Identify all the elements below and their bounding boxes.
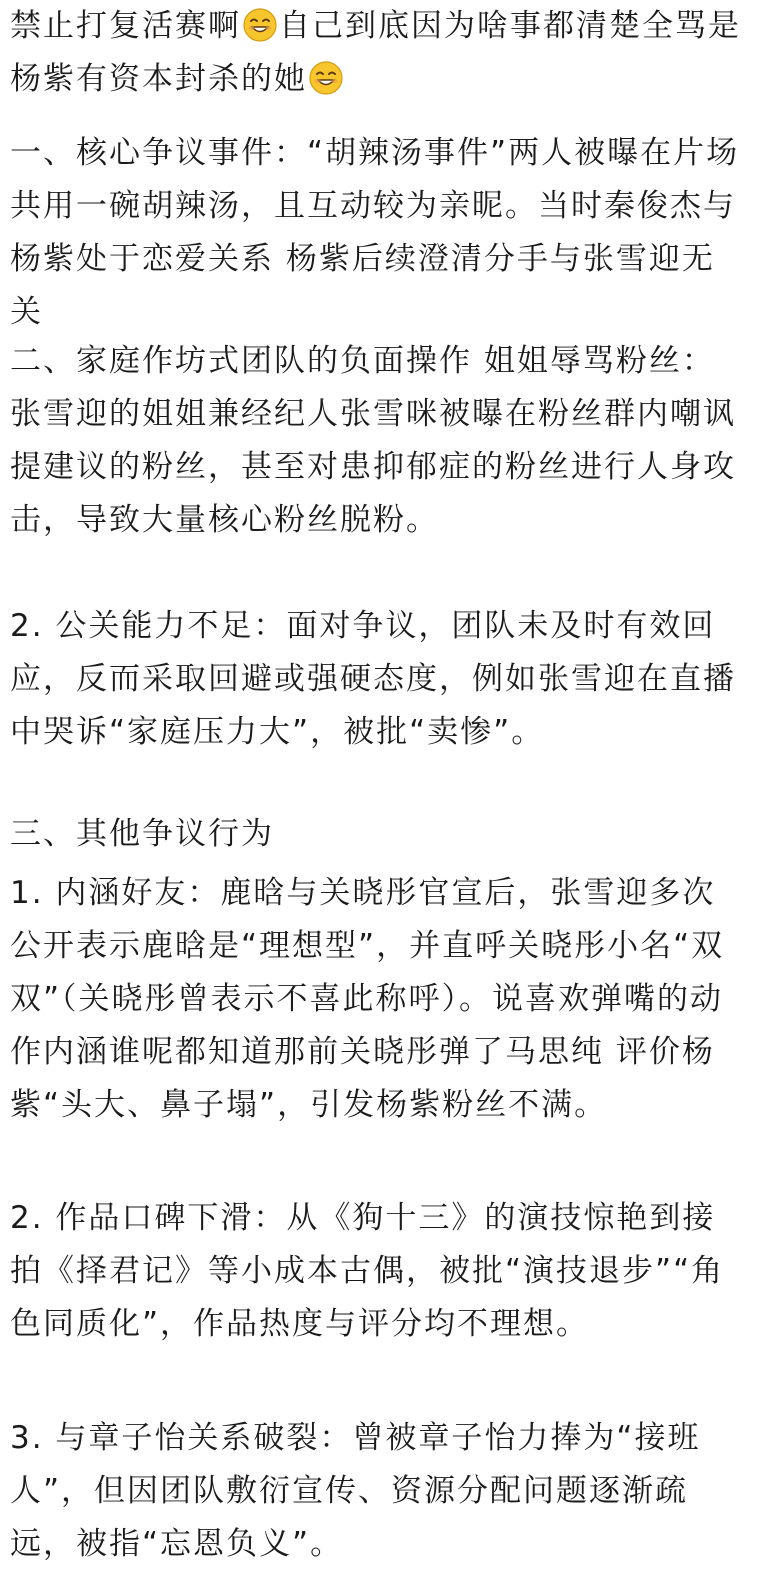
section-3-point-3-paragraph: 3. 与章子怡关系破裂：曾被章子怡力捧为“接班人”，但因团队敷衍宣传、资源分配问题逐渐疏远，被指“忘恩负义”。 (10, 1420, 701, 1562)
section-2-paragraph: 二、家庭作坊式团队的负面操作 姐姐辱骂粉丝：张雪迎的姐姐兼经纪人张雪咪被曝在粉丝群内嘲讽提建议的粉丝，甚至对患抑郁症的粉丝进行人身攻击，导致大量核心粉丝脱粉。 (10, 343, 736, 538)
smiling-face-icon (309, 61, 343, 95)
section-3-point-2-paragraph: 2. 作品口碑下滑：从《狗十三》的演技惊艳到接拍《择君记》等小成本古偶，被批“演技退步”“角色同质化”，作品热度与评分均不理想。 (10, 1200, 725, 1342)
smiling-face-icon (243, 8, 277, 42)
intro-paragraph (10, 0, 745, 106)
section-3-point-1-paragraph: 1. 内涵好友：鹿晗与关晓彤官宣后，张雪迎多次公开表示鹿晗是“理想型”，并直呼关晓彤小名“双双”（关晓彤曾表示不喜此称呼）。说喜欢弹嘴的动作内涵谁呢都知道那前关晓彤弹了马思纯 评价杨紫“头大、鼻子塌”，引发杨紫粉丝不满。 (10, 875, 725, 1123)
section-3-heading: 三、其他争议行为 (10, 816, 274, 852)
intro-text-continued: 自己到底因为啥事都清楚全骂是杨紫有资本封杀的她 (10, 8, 741, 97)
section-2-point-2-paragraph: 2. 公关能力不足：面对争议，团队未及时有效回应，反而采取回避或强硬态度，例如张雪迎在直播中哭诉“家庭压力大”，被批“卖惨”。 (10, 608, 736, 750)
section-1-paragraph: 一、核心争议事件：“胡辣汤事件”两人被曝在片场共用一碗胡辣汤，且互动较为亲昵。当时秦俊杰与杨紫处于恋爱关系 杨紫后续澄清分手与张雪迎无关 (10, 135, 740, 330)
intro-text: 禁止打复活赛啊 (10, 8, 241, 44)
